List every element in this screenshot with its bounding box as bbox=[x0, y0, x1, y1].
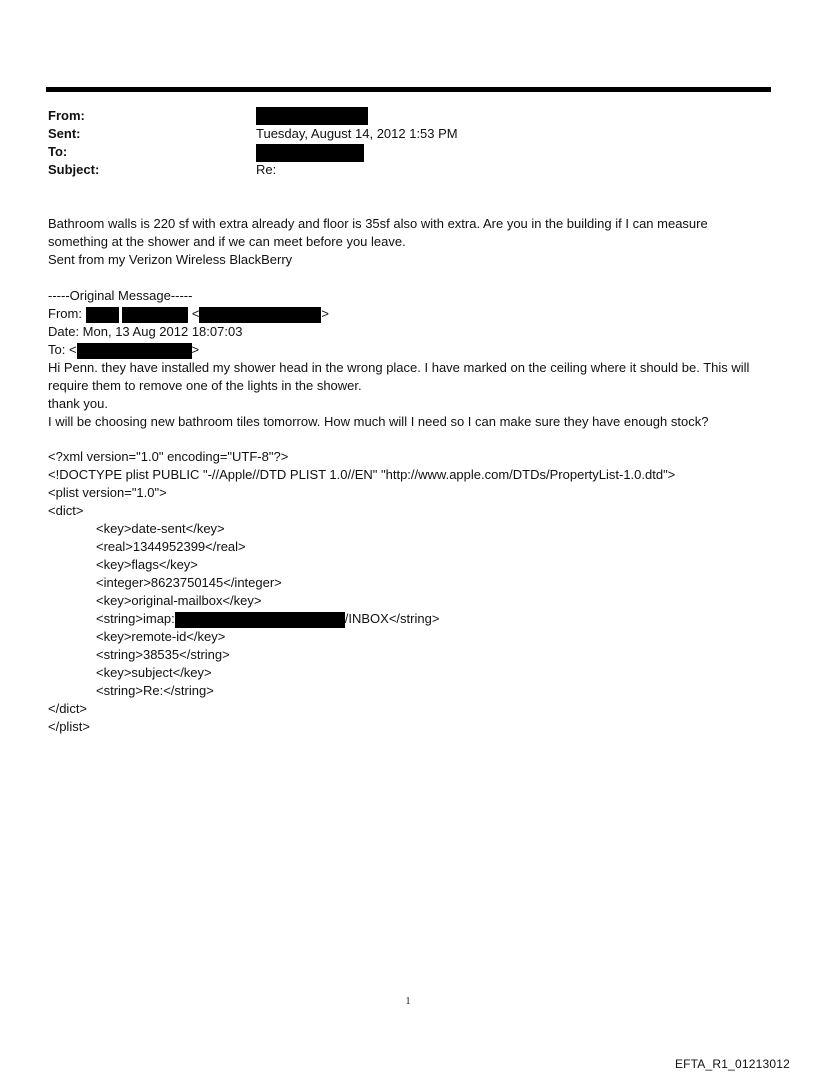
plist-line: <integer>8623750145</integer> bbox=[96, 575, 282, 590]
lt-sign: < bbox=[191, 306, 200, 321]
redaction-block bbox=[256, 144, 364, 162]
plist-block bbox=[48, 448, 768, 736]
subject-label: Subject: bbox=[48, 162, 100, 177]
gt-sign: > bbox=[191, 342, 200, 357]
original-separator: -----Original Message----- bbox=[48, 288, 193, 303]
plist-line: <real>1344952399</real> bbox=[96, 539, 246, 554]
redaction-block bbox=[199, 307, 321, 323]
page-number: 1 bbox=[405, 996, 411, 1007]
original-to-label: To: < bbox=[48, 342, 77, 357]
sent-label: Sent: bbox=[48, 126, 81, 141]
original-message bbox=[48, 287, 768, 431]
dict-close-tag: </dict> bbox=[48, 701, 88, 716]
to-value bbox=[256, 143, 364, 162]
original-from-label: From: bbox=[48, 306, 82, 321]
plist-line: <string>38535</string> bbox=[96, 647, 230, 662]
original-followup: I will be choosing new bathroom tiles tomorrow. How much will I need so I can make sure they have enough stock? bbox=[48, 414, 709, 429]
document-id: EFTA_R1_01213012 bbox=[674, 1057, 790, 1071]
imap-prefix: <string>imap: bbox=[96, 611, 175, 626]
subject-value: Re: bbox=[256, 162, 277, 177]
redaction-block bbox=[122, 307, 188, 323]
plist-close-tag: </plist> bbox=[48, 719, 90, 734]
from-label: From: bbox=[48, 108, 85, 123]
original-date-line: Date: Mon, 13 Aug 2012 18:07:03 bbox=[48, 324, 243, 339]
original-message-text: Hi Penn. they have installed my shower head in the wrong place. I have marked on the ceiling where it should be. This will require them to remove one of the lights in the shower. bbox=[48, 360, 750, 393]
original-thanks: thank you. bbox=[48, 396, 108, 411]
reply-signature: Sent from my Verizon Wireless BlackBerry bbox=[48, 252, 293, 267]
plist-line: <string>Re:</string> bbox=[96, 683, 214, 698]
redaction-block bbox=[256, 107, 368, 125]
original-to-line bbox=[48, 341, 768, 359]
plist-line: <key>flags</key> bbox=[96, 557, 198, 572]
plist-doctype: <!DOCTYPE plist PUBLIC "-//Apple//DTD PLIST 1.0//EN" "http://www.apple.com/DTDs/PropertyList-1.0.dtd"> bbox=[48, 467, 676, 482]
imap-suffix: /INBOX</string> bbox=[344, 611, 440, 626]
redaction-block bbox=[175, 612, 345, 628]
plist-line: <key>subject</key> bbox=[96, 665, 212, 680]
plist-line: <key>original-mailbox</key> bbox=[96, 593, 262, 608]
plist-line: <key>remote-id</key> bbox=[96, 629, 226, 644]
from-value bbox=[256, 106, 368, 125]
reply-paragraph: Bathroom walls is 220 sf with extra already and floor is 35sf also with extra. Are you in the building if I can measure something at the shower and if we can meet before you leave. bbox=[48, 216, 708, 249]
header-rule bbox=[46, 87, 771, 92]
plist-xml-declaration: <?xml version="1.0" encoding="UTF-8"?> bbox=[48, 449, 289, 464]
sent-value: Tuesday, August 14, 2012 1:53 PM bbox=[256, 126, 458, 141]
dict-open-tag: <dict> bbox=[48, 503, 84, 518]
gt-sign: > bbox=[321, 306, 330, 321]
plist-open-tag: <plist version="1.0"> bbox=[48, 485, 167, 500]
reply-body bbox=[48, 215, 768, 269]
to-label: To: bbox=[48, 144, 68, 159]
original-from-line bbox=[48, 305, 768, 323]
plist-imap-line bbox=[48, 610, 768, 628]
redaction-block bbox=[77, 343, 192, 359]
plist-line: <key>date-sent</key> bbox=[96, 521, 225, 536]
redaction-block bbox=[86, 307, 119, 323]
